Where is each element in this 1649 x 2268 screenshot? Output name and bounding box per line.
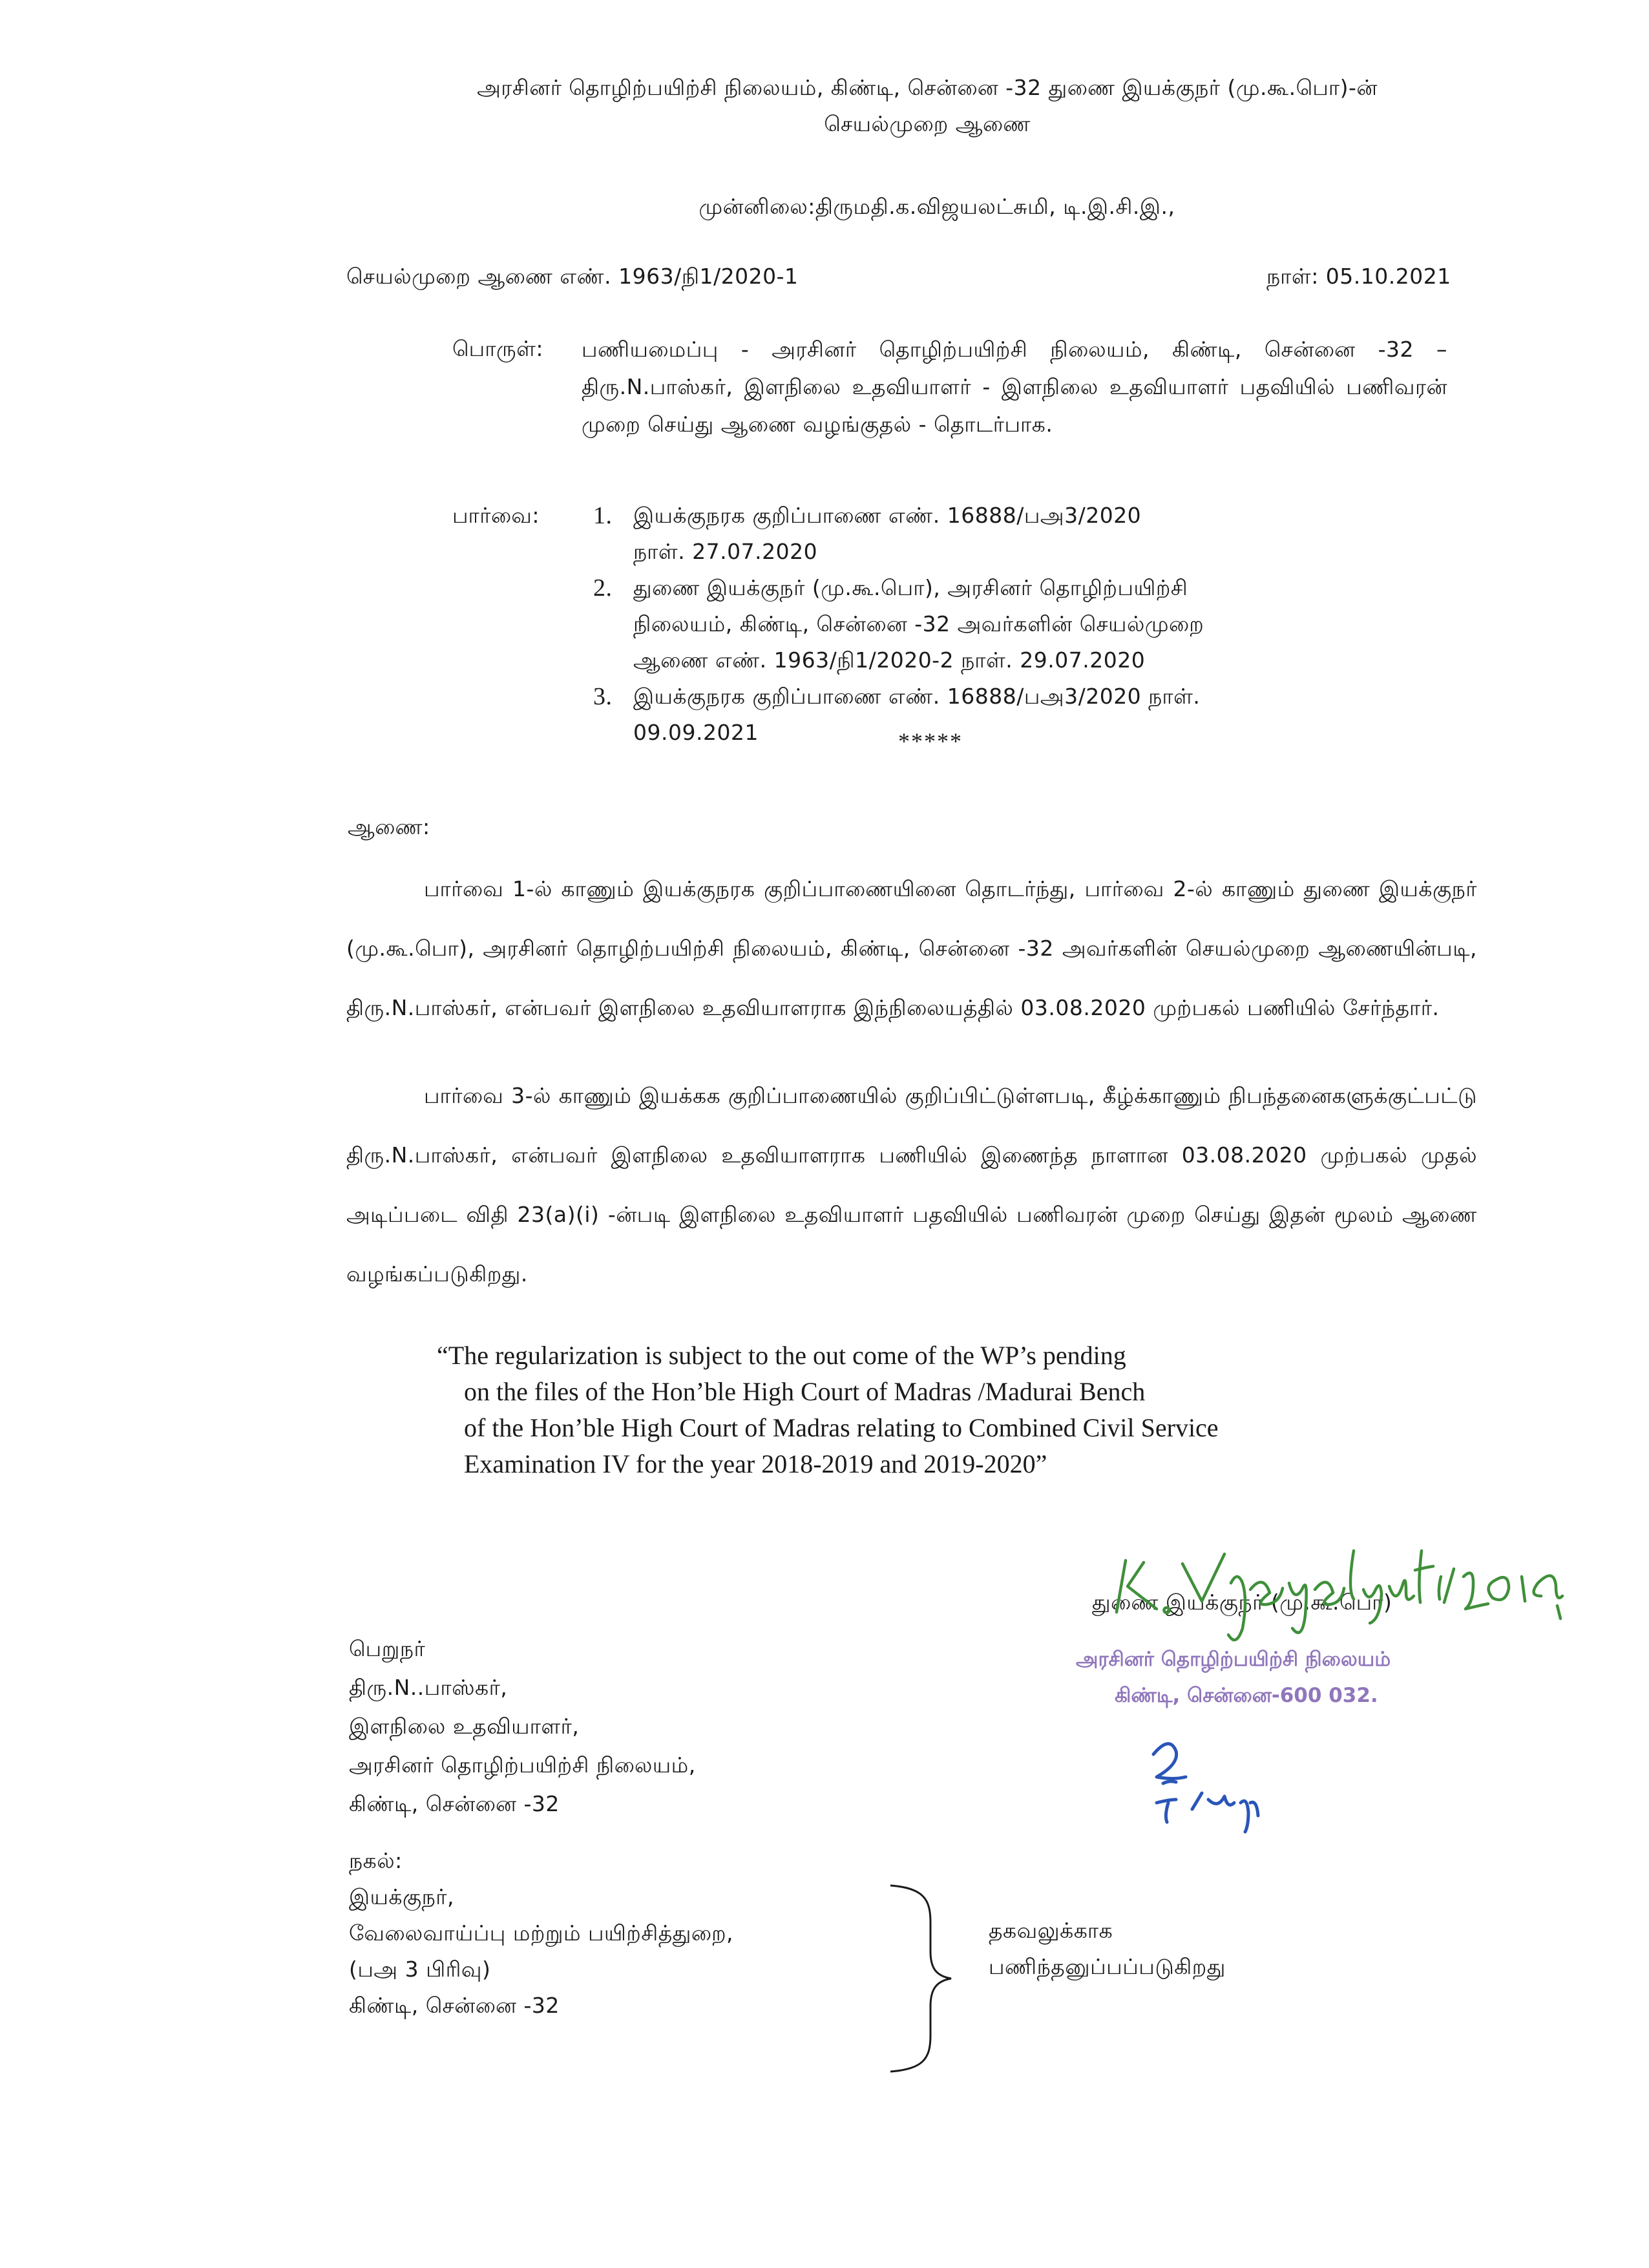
heading-line-2: செயல்முறை ஆணை <box>824 111 1031 136</box>
reference-number: 2. <box>593 574 613 602</box>
copy-block <box>349 1843 733 2024</box>
initial-mark <box>1153 1744 1258 1832</box>
reference-number: 1. <box>593 502 613 529</box>
reference-line: ஆணை எண். 1963/நி1/2020-2 நாள். 29.07.2020 <box>633 647 1146 673</box>
recipient-place: கிண்டி, சென்னை -32 <box>349 1791 560 1816</box>
order-number: செயல்முறை ஆணை எண். 1963/நி1/2020-1 <box>346 264 799 289</box>
order-paragraph-1: பார்வை 1-ல் காணும் இயக்குநரக குறிப்பாணையினை தொடர்ந்து, பார்வை 2-ல் காணும் துணை இயக்குநர் (மு.கூ.பொ), அரசினர் தொழிற்பயிற்சி நிலையம், கிண்டி, சென்னை -32 அவர்களின் செயல்முறை ஆணையின்படி, திரு.N.பாஸ்கர், என்பவர் இளநிலை உதவியாளராக இந்நிலையத்தில் 03.08.2020 முற்பகல் பணியில் சேர்ந்தார். <box>346 876 1477 1020</box>
heading-line-1: அரசினர் தொழிற்பயிற்சி நிலையம், கிண்டி, சென்னை -32 துணை இயக்குநர் (மு.கூ.பொ)-ன் <box>477 75 1378 100</box>
reference-line: இயக்குநரக குறிப்பாணை எண். 16888/பஅ3/2020 <box>633 503 1142 528</box>
recipient-block <box>349 1630 696 1823</box>
order-label: ஆணை: <box>348 814 430 839</box>
office-stamp-line-1: அரசினர் தொழிற்பயிற்சி நிலையம் <box>1076 1648 1391 1671</box>
purpose-line-2: பணிந்தனுப்பப்படுகிறது <box>989 1954 1226 1979</box>
subject-text: பணியமைப்பு - அரசினர் தொழிற்பயிற்சி நிலையம், கிண்டி, சென்னை -32 – திரு.N.பாஸ்கர், இளநிலை உதவியாளர் - இளநிலை உதவியாளர் பதவியில் பணிவரன் முறை செய்து ஆணை வழங்குதல் - தொடர்பாக. <box>582 337 1447 437</box>
reference-line: நிலையம், கிண்டி, சென்னை -32 அவர்களின் செயல்முறை <box>633 611 1204 636</box>
recipient-label: பெறுநர் <box>349 1636 426 1661</box>
reference-line: இயக்குநரக குறிப்பாணை எண். 16888/பஅ3/2020 நாள். <box>633 684 1201 709</box>
quote-line: on the files of the Hon’ble High Court of Madras /Madurai Bench <box>464 1377 1146 1406</box>
curly-brace <box>890 1885 951 2072</box>
copy-label: நகல்: <box>349 1848 403 1873</box>
reference-line: 09.09.2021 <box>633 720 759 745</box>
quote-line: “The regularization is subject to the out come of the WP’s pending <box>437 1341 1126 1370</box>
signatory-designation: துணை இயக்குநர் (மு.கூ.பொ) <box>1092 1590 1392 1615</box>
references-label: பார்வை: <box>452 503 540 528</box>
handwritten-signature <box>1117 1551 1562 1640</box>
recipient-office: அரசினர் தொழிற்பயிற்சி நிலையம், <box>349 1752 696 1778</box>
copy-section: (பஅ 3 பிரிவு) <box>349 1957 491 1982</box>
order-date: நாள்: 05.10.2021 <box>1266 264 1451 289</box>
reference-line: துணை இயக்குநர் (மு.கூ.பொ), அரசினர் தொழிற்பயிற்சி <box>633 575 1188 600</box>
presence-line: முன்னிலை:திருமதி.க.விஜயலட்சுமி, டி.இ.சி.இ., <box>698 194 1175 219</box>
reference-line: நாள். 27.07.2020 <box>633 539 818 564</box>
copy-place: கிண்டி, சென்னை -32 <box>349 1993 560 2018</box>
subject-label: பொருள்: <box>452 336 543 361</box>
quote-line: Examination IV for the year 2018-2019 and 2019-2020” <box>464 1449 1047 1478</box>
reference-number: 3. <box>593 683 613 710</box>
copy-department: வேலைவாய்ப்பு மற்றும் பயிற்சித்துறை, <box>349 1920 734 1946</box>
purpose-line-1: தகவலுக்காக <box>989 1918 1113 1943</box>
copy-to: இயக்குநர், <box>349 1884 455 1909</box>
office-stamp-line-2: கிண்டி, சென்னை-600 032. <box>1115 1684 1378 1707</box>
quote-line: of the Hon’ble High Court of Madras relating to Combined Civil Service <box>464 1413 1219 1442</box>
recipient-designation: இளநிலை உதவியாளர், <box>349 1714 580 1739</box>
recipient-name: திரு.N..பாஸ்கர், <box>349 1675 508 1700</box>
order-paragraph-2: பார்வை 3-ல் காணும் இயக்கக குறிப்பாணையில் குறிப்பிட்டுள்ளபடி, கீழ்க்காணும் நிபந்தனைகளுக்குட்பட்டு திரு.N.பாஸ்கர், என்பவர் இளநிலை உதவியாளராக பணியில் இணைந்த நாளான 03.08.2020 முற்பகல் முதல் அடிப்படை விதி 23(a)(i) -ன்படி இளநிலை உதவியாளர் பதவியில் பணிவரன் முறை செய்து இதன் மூலம் ஆணை வழங்கப்படுகிறது. <box>346 1083 1477 1286</box>
copy-purpose <box>989 1913 1226 1985</box>
separator-stars: ***** <box>898 728 963 754</box>
